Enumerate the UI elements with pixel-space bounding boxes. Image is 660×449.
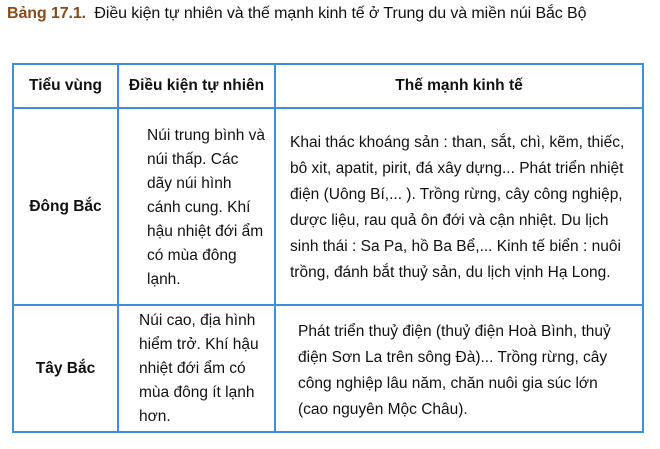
header-region: Tiểu vùng — [13, 64, 118, 108]
table-row — [13, 108, 643, 305]
natural-conditions-text: Núi cao, địa hình hiểm trở. Khí hậu nhiệt đới ẩm có mùa đông ít lạnh hơn. — [139, 311, 259, 425]
header-economic-strengths: Thế mạnh kinh tế — [275, 64, 643, 108]
natural-conditions-text: Núi trung bình và núi thấp. Các dãy núi hình cánh cung. Khí hậu nhiệt đới ẩm có mùa đông lạnh. — [147, 126, 266, 288]
economic-strengths-text: Phát triển thuỷ điện (thuỷ điện Hoà Bình, thuỷ điện Sơn La trên sông Đà)... Trồng rừng, cây công nghiệp lâu năm, chăn nuôi gia súc lớn (cao nguyên Mộc Châu). — [298, 322, 611, 418]
comparison-table — [12, 63, 644, 433]
table-row — [13, 305, 643, 432]
caption-title: Điều kiện tự nhiên và thế mạnh kinh tế ở Trung du và miền núi Bắc Bộ — [94, 5, 587, 22]
economic-strengths-cell — [275, 305, 643, 432]
economic-strengths-text: Khai thác khoáng sản : than, sắt, chì, kẽm, thiếc, bô xit, apatit, pirit, đá xây dựng... Phát triển nhiệt điện (Uông Bí,... ). Trồng rừng, cây công nghiệp, dược liệu, rau quả ôn đới và cận nhiệt. Du lịch sinh thái : Sa Pa, hồ Ba Bể,... Kinh tế biển : nuôi trồng, đánh bắt thuỷ sản, du lịch vịnh Hạ Long. — [290, 133, 625, 281]
table-caption — [7, 5, 586, 23]
region-cell: Tây Bắc — [13, 305, 118, 432]
natural-conditions-cell — [118, 305, 275, 432]
header-natural-conditions: Điều kiện tự nhiên — [118, 64, 275, 108]
region-cell: Đông Bắc — [13, 108, 118, 305]
natural-conditions-cell — [118, 108, 275, 305]
caption-label: Bảng 17.1. — [7, 5, 87, 22]
economic-strengths-cell — [275, 108, 643, 305]
table-header-row — [13, 64, 643, 108]
